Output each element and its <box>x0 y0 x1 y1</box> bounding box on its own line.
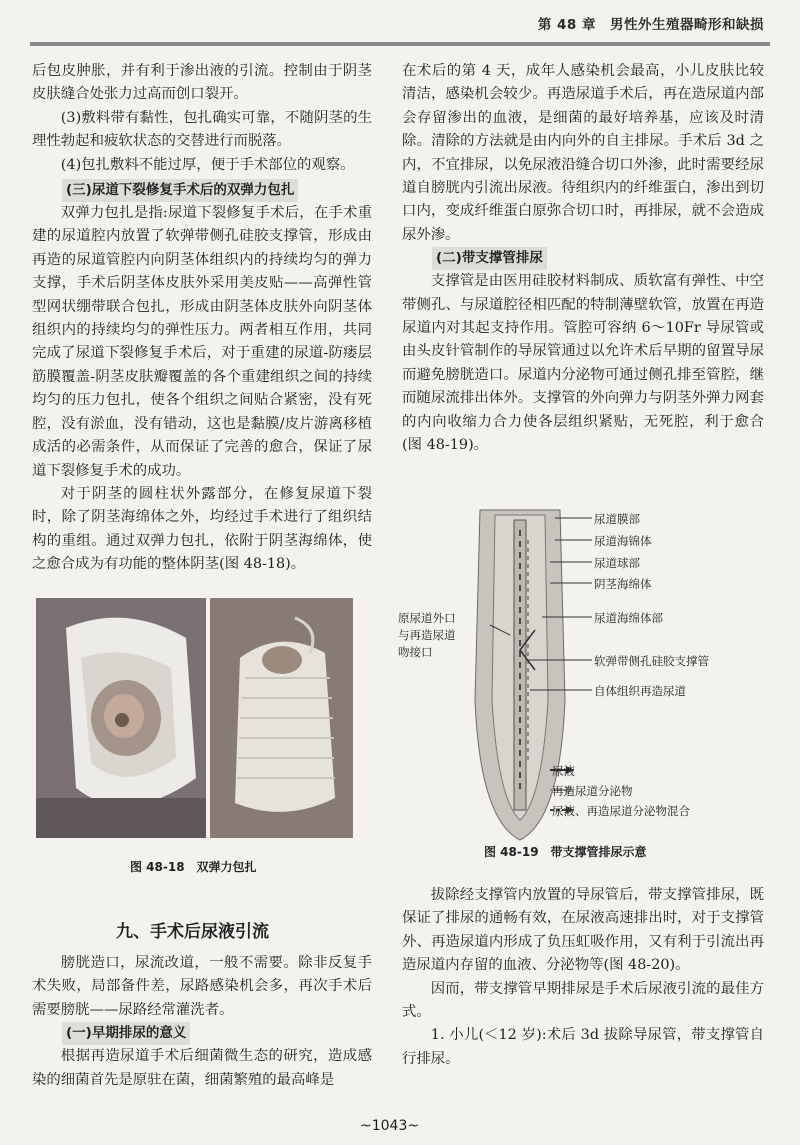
label-urethra-spongiosum: 尿道海锦体 <box>594 534 652 548</box>
paragraph: 1. 小儿(＜12 岁):术后 3d 拔除导尿管，带支撑管自行排尿。 <box>402 1027 764 1067</box>
label-neourethra: 自体组织再造尿道 <box>594 684 686 698</box>
left-column <box>32 60 372 577</box>
subheading: (三)尿道下裂修复手术后的双弹力包扎 <box>62 179 298 202</box>
paragraph: 在术后的第 4 天，成年人感染机会最高，小儿皮肤比较清洁，感染机会较少。再造尿道手术后，再在造尿道内部会存留渗出的血液，是细菌的最好培养基，应该及时清除。清除的方法就是由内向外的自主排尿。手术后 3d 之内，不宜排尿，以免尿液沿缝合切口外渗，此时需要经尿道自膀胱内引流出尿液。待组织内的纤维蛋白，渗出到切口内，变成纤维蛋白原弥合切口时，再排尿，就不会造成尿外渗。 <box>402 63 764 243</box>
label-anastomosis-1: 与再造尿道 <box>398 628 456 642</box>
legend-secretion: 再造尿道分泌物 <box>552 784 633 798</box>
photo-bandage-front <box>36 598 206 838</box>
figure-caption: 图 48-19 带支撑管排尿示意 <box>484 845 647 859</box>
label-corpus-cavernosum: 阴茎海绵体 <box>594 577 652 591</box>
figure-48-18 <box>36 598 353 838</box>
figure-caption: 图 48-18 双弹力包扎 <box>130 860 257 874</box>
paragraph: 支撑管是由医用硅胶材料制成、质软富有弹性、中空带侧孔、与尿道腔径相匹配的特制薄壁软管，放置在再造尿道内对其起支持作用。管腔可容纳 6～10Fr 导尿管或由头皮针管制作的导尿管通过以允许术后早期的留置导尿而避免膀胱造口。尿道内分泌物可通过侧孔排至管腔，继而随尿流排出体外。支撑管的外向弹力与阴茎外弹力网套的内向收缩力合力使各层组织紧贴，无死腔，利于愈合(图 48-19)。 <box>402 273 764 454</box>
chapter-title: 第 48 章 男性外生殖器畸形和缺损 <box>537 17 764 33</box>
paragraph: 因而，带支撑管早期排尿是手术后尿液引流的最佳方式。 <box>402 980 764 1021</box>
photo-bandage-side <box>210 598 353 838</box>
label-spongiosum-part: 尿道海绵体部 <box>594 611 663 625</box>
paragraph: 对于阴茎的圆柱状外露部分，在修复尿道下裂时，除了阴茎海绵体之外，均经过手术进行了组织结构的重组。通过双弹力包扎，依附于阴茎海绵体，使之愈合成为有功能的整体阴茎(图 48-18)。 <box>32 485 372 573</box>
right-column-bottom <box>402 884 764 1071</box>
paragraph: 拔除经支撑管内放置的导尿管后，带支撑管排尿，既保证了排尿的通畅有效，在尿液高速排出时，对于支撑管外、再造尿道内形成了负压虹吸作用，又有利于引流出再造尿道内存留的血液、分泌物等(图 48-20)。 <box>402 887 764 974</box>
paragraph: 根据再造尿道手术后细菌微生态的研究，造成感染的细菌首先是原驻在菌，细菌繁殖的最高峰是 <box>32 1048 372 1088</box>
label-urethra-bulbar: 尿道球部 <box>594 556 640 570</box>
paragraph: 后包皮肿胀，并有利于渗出液的引流。控制由于阴茎皮肤缝合处张力过高而创口裂开。 <box>32 63 372 103</box>
page-number: ~1043~ <box>360 1118 420 1134</box>
legend-mixed: 尿液、再造尿道分泌物混合 <box>552 804 690 818</box>
label-original-meatus: 原尿道外口 <box>398 611 456 625</box>
paragraph: 双弹力包扎是指:尿道下裂修复手术后，在手术重建的尿道腔内放置了软弹带侧孔硅胶支撑管，形成由再造的尿道管腔内向阴茎体组织内的持续均匀的弹力支撑，手术后阴茎体皮肤外采用美皮贴——高弹性管型网状绷带联合包扎，形成由阴茎体皮肤外向阴茎体组织内的持续均匀的弹性压力。两者相互作用，共同完成了尿道下裂修复手术后，对于重建的尿道-防瘘层筋膜覆盖-阴茎皮肤瓣覆盖的各个重建组织之间的持续均匀的压力包扎，使各个组织之间贴合紧密，没有死腔，没有淤血，没有错动，这也是黏膜/皮片游离移植成活的必需条件，从而保证了完善的愈合，保证了尿道下裂修复手术的成功。 <box>32 205 372 479</box>
page-header <box>0 0 800 50</box>
paragraph: (4)包扎敷料不能过厚，便于手术部位的观察。 <box>60 156 355 173</box>
legend-urine: 尿液 <box>552 764 575 778</box>
right-column <box>402 60 764 458</box>
paragraph: (3)敷料带有黏性，包扎确实可靠，不随阴茎的生理性勃起和疲软状态的交替进行而脱落。 <box>32 109 372 150</box>
paragraph: 膀胱造口，尿流改道，一般不需要。除非反复手术失败，局部备件差，尿路感染机会多，再次手术后需要膀胱——尿路经常灌洗者。 <box>32 955 372 1018</box>
subheading: (一)早期排尿的意义 <box>62 1022 190 1045</box>
label-anastomosis-2: 吻接口 <box>398 645 433 659</box>
header-rule <box>30 42 770 46</box>
section-heading: 九、手术后尿液引流 <box>116 922 269 942</box>
subheading: (二)带支撑管排尿 <box>432 247 547 270</box>
left-column-bottom <box>32 952 372 1092</box>
label-silicone-stent: 软弹带侧孔硅胶支撑管 <box>594 654 709 668</box>
label-urethra-membranous: 尿道膜部 <box>594 512 640 526</box>
